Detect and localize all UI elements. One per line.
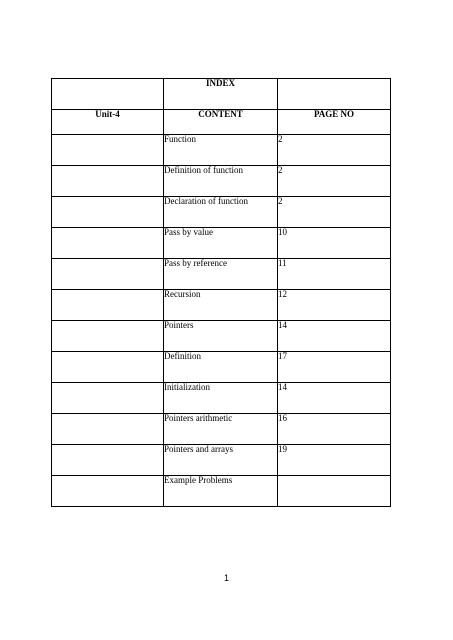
content-cell: Example Problems xyxy=(164,476,278,507)
index-rows xyxy=(52,135,391,507)
header-row xyxy=(52,110,391,135)
unit-cell xyxy=(52,414,164,445)
title-empty-cell xyxy=(52,79,164,110)
index-table xyxy=(51,78,391,507)
table-row xyxy=(52,135,391,166)
unit-cell xyxy=(52,321,164,352)
page-cell: 2 xyxy=(278,166,391,197)
unit-cell xyxy=(52,445,164,476)
unit-cell xyxy=(52,352,164,383)
content-cell: Definition xyxy=(164,352,278,383)
table-row xyxy=(52,166,391,197)
table-row xyxy=(52,228,391,259)
table-row xyxy=(52,383,391,414)
table-row xyxy=(52,197,391,228)
unit-cell xyxy=(52,166,164,197)
table-row xyxy=(52,414,391,445)
page-cell: 11 xyxy=(278,259,391,290)
content-cell: Definition of function xyxy=(164,166,278,197)
index-title-row xyxy=(52,79,391,110)
page-cell: 12 xyxy=(278,290,391,321)
table-row xyxy=(52,321,391,352)
unit-cell xyxy=(52,135,164,166)
unit-cell xyxy=(52,228,164,259)
unit-cell xyxy=(52,290,164,321)
page-cell: 2 xyxy=(278,197,391,228)
unit-cell xyxy=(52,476,164,507)
table-row xyxy=(52,445,391,476)
unit-header: Unit-4 xyxy=(52,110,164,135)
title-empty-cell xyxy=(278,79,391,110)
content-cell: Function xyxy=(164,135,278,166)
content-cell: Pointers arithmetic xyxy=(164,414,278,445)
content-cell: Pointers and arrays xyxy=(164,445,278,476)
content-cell: Recursion xyxy=(164,290,278,321)
page-number: 1 xyxy=(223,573,229,583)
unit-cell xyxy=(52,197,164,228)
content-cell: Pointers xyxy=(164,321,278,352)
page-cell: 2 xyxy=(278,135,391,166)
table-row xyxy=(52,290,391,321)
unit-cell xyxy=(52,383,164,414)
content-cell: Initialization xyxy=(164,383,278,414)
index-title: INDEX xyxy=(164,79,278,110)
page-cell: 16 xyxy=(278,414,391,445)
page-cell: 10 xyxy=(278,228,391,259)
table-row xyxy=(52,476,391,507)
table-row xyxy=(52,259,391,290)
content-header: CONTENT xyxy=(164,110,278,135)
page-cell xyxy=(278,476,391,507)
table-row xyxy=(52,352,391,383)
content-cell: Pass by reference xyxy=(164,259,278,290)
content-cell: Declaration of function xyxy=(164,197,278,228)
content-cell: Pass by value xyxy=(164,228,278,259)
page-cell: 14 xyxy=(278,383,391,414)
page-cell: 17 xyxy=(278,352,391,383)
page-no-header: PAGE NO xyxy=(278,110,391,135)
unit-cell xyxy=(52,259,164,290)
page-cell: 19 xyxy=(278,445,391,476)
page-cell: 14 xyxy=(278,321,391,352)
